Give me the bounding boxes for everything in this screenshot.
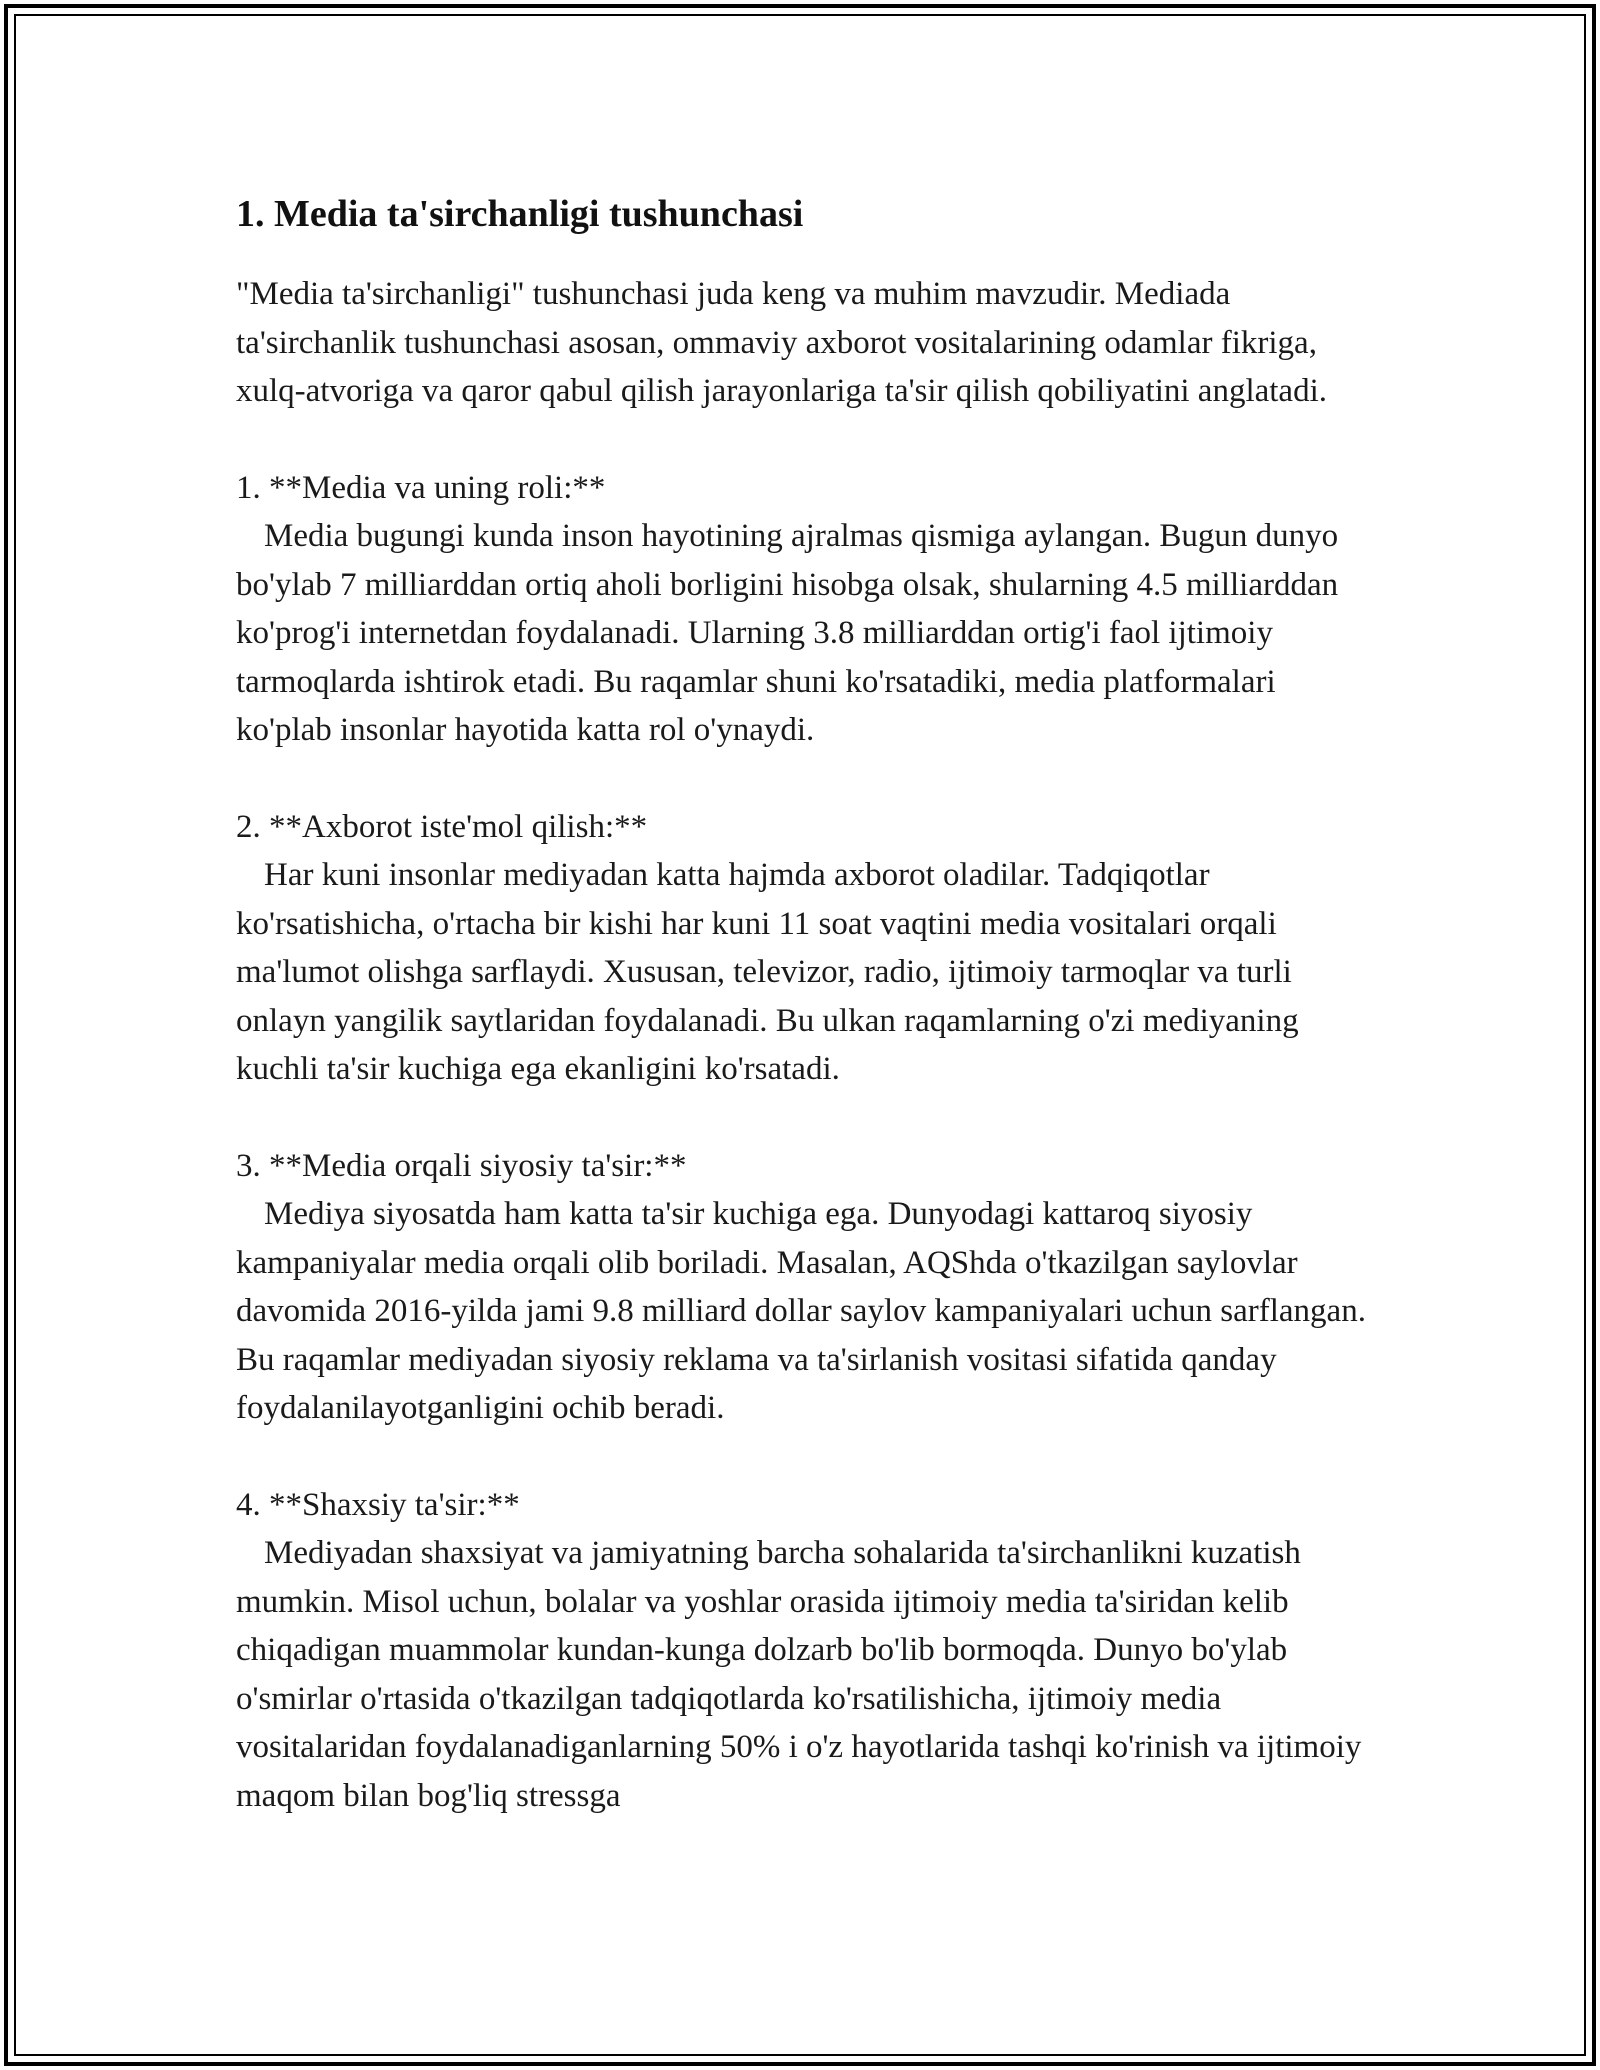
intro-paragraph: "Media ta'sirchanligi" tushunchasi juda keng va muhim mavzudir. Mediada ta'sirchanlik tushunchasi asosan, ommaviy axborot vositalarining odamlar fikriga, xulq-atvoriga va qaror qabul qilish jarayonlariga ta'sir qilish qobiliyatini anglatadi. [236, 276, 1327, 409]
section-personal-influence [236, 1481, 1376, 1821]
document-title: 1. Media ta'sirchanligi tushunchasi [236, 193, 804, 235]
section-body: Mediyadan shaxsiyat va jamiyatning barcha sohalarida ta'sirchanlikni kuzatish mumkin. Misol uchun, bolalar va yoshlar orasida ijtimoiy media ta'siridan kelib chiqadigan muammolar kundan-kunga dolzarb bo'lib bormoqda. Dunyo bo'ylab o'smirlar o'rtasida o'tkazilgan tadqiqotlarda ko'rsatilishicha, ijtimoiy media vositalaridan foydalanadiganlarning 50% i o'z hayotlarida tashqi ko'rinish va ijtimoiy maqom bilan bog'liq stressga [236, 1535, 1362, 1814]
section-heading: 2. **Axborot iste'mol qilish:** [236, 808, 648, 845]
document-content [236, 188, 1376, 1820]
section-heading: 3. **Media orqali siyosiy ta'sir:** [236, 1147, 687, 1184]
section-political-influence [236, 1142, 1376, 1433]
section-heading: 1. **Media va uning roli:** [236, 469, 606, 506]
section-information-consumption [236, 803, 1376, 1094]
section-media-role [236, 464, 1376, 755]
section-body: Media bugungi kunda inson hayotining ajralmas qismiga aylangan. Bugun dunyo bo'ylab 7 milliarddan ortiq aholi borligini hisobga olsak, shularning 4.5 milliarddan ko'prog'i internetdan foydalanadi. Ularning 3.8 milliarddan ortig'i faol ijtimoiy tarmoqlarda ishtirok etadi. Bu raqamlar shuni ko'rsatadiki, media platformalari ko'plab insonlar hayotida katta rol o'ynaydi. [236, 518, 1339, 748]
section-heading: 4. **Shaxsiy ta'sir:** [236, 1486, 520, 1523]
section-body: Mediya siyosatda ham katta ta'sir kuchiga ega. Dunyodagi kattaroq siyosiy kampaniyalar media orqali olib boriladi. Masalan, AQShda o'tkazilgan saylovlar davomida 2016-yilda jami 9.8 milliard dollar saylov kampaniyalari uchun sarflangan. Bu raqamlar mediyadan siyosiy reklama va ta'sirlanish vositasi sifatida qanday foydalanilayotganligini ochib beradi. [236, 1196, 1366, 1426]
section-body: Har kuni insonlar mediyadan katta hajmda axborot oladilar. Tadqiqotlar ko'rsatishicha, o'rtacha bir kishi har kuni 11 soat vaqtini media vositalari orqali ma'lumot olishga sarflaydi. Xususan, televizor, radio, ijtimoiy tarmoqlar va turli onlayn yangilik saytlaridan foydalanadi. Bu ulkan raqamlarning o'zi mediyaning kuchli ta'sir kuchiga ega ekanligini ko'rsatadi. [236, 857, 1299, 1087]
